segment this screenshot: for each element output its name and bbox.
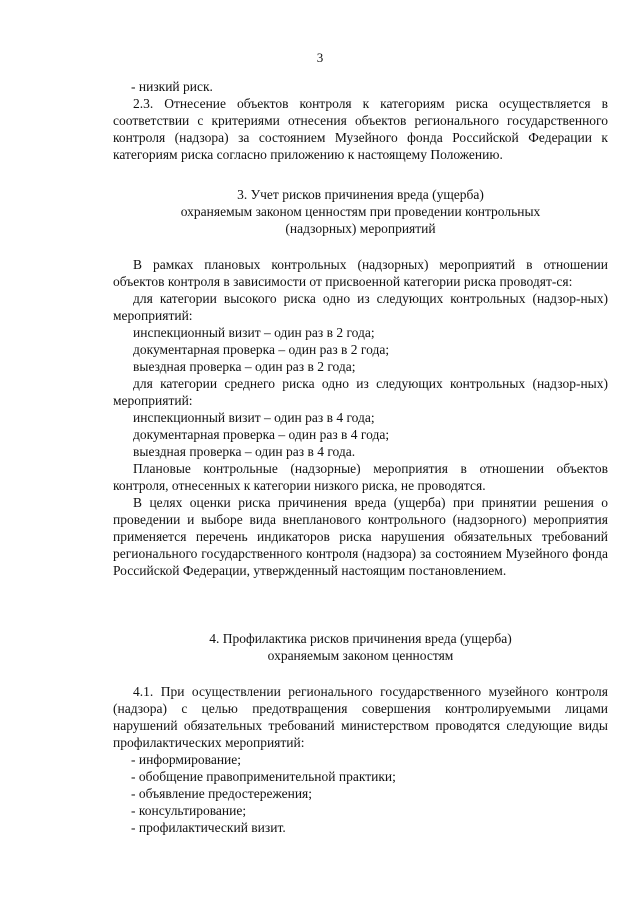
section-4-heading	[113, 630, 608, 664]
section-4-body	[113, 683, 608, 836]
high-risk-item: документарная проверка – один раз в 2 года;	[133, 342, 390, 357]
risk-evaluation-paragraph: В целях оценки риска причинения вреда (ущерба) при принятии решения о проведении и выборе вида внепланового контрольного (надзорного) мероприятия применяется перечень индикаторов риска нарушения обязательных требований регионального государственного контроля (надзора) за состоянием Музейного фонда Российской Федерации, утвержденный настоящим постановлением.	[113, 495, 608, 578]
paragraph-2-3: 2.3. Отнесение объектов контроля к категориям риска осуществляется в соответствии с критериями отнесения объектов регионального государственного контроля (надзора) за состоянием Музейного фонда Российской Федерации к категориям риска согласно приложению к настоящему Положению.	[113, 96, 608, 162]
prevention-measure-item: - профилактический визит.	[131, 820, 286, 835]
medium-risk-item: инспекционный визит – один раз в 4 года;	[133, 410, 375, 425]
prevention-measure-item: - обобщение правоприменительной практики;	[131, 769, 396, 784]
intro-block	[113, 78, 608, 163]
high-risk-item: выездная проверка – один раз в 2 года;	[133, 359, 356, 374]
section-3-title-line-1: 3. Учет рисков причинения вреда (ущерба)	[237, 187, 484, 202]
prevention-measure-item: - информирование;	[131, 752, 242, 767]
section-3-heading	[113, 186, 608, 237]
medium-risk-item: документарная проверка – один раз в 4 года;	[133, 427, 390, 442]
paragraph-4-1: 4.1. При осуществлении регионального государственного музейного контроля (надзора) с целью предотвращения совершения контролируемыми лицами нарушений обязательных требований министерством проводятся следующие виды профилактических мероприятий:	[113, 684, 608, 750]
section-3-body	[113, 256, 608, 579]
section-3-title-line-3: (надзорных) мероприятий	[285, 221, 436, 236]
section-3-paragraph-1: В рамках плановых контрольных (надзорных) мероприятий в отношении объектов контроля в зависимости от присвоенной категории риска проводят-ся:	[113, 257, 608, 289]
section-4-title-line-1: 4. Профилактика рисков причинения вреда (ущерба)	[209, 631, 512, 646]
section-3-title-line-2: охраняемым законом ценностям при проведении контрольных	[180, 204, 541, 219]
prevention-measure-item: - консультирование;	[131, 803, 247, 818]
high-risk-list	[113, 324, 608, 375]
medium-risk-intro: для категории среднего риска одно из следующих контрольных (надзор-ных) мероприятий:	[113, 376, 608, 408]
intro-line-low-risk: - низкий риск.	[131, 79, 213, 94]
prevention-measure-item: - объявление предостережения;	[131, 786, 313, 801]
page-number: 3	[316, 50, 324, 65]
medium-risk-item: выездная проверка – один раз в 4 года.	[133, 444, 356, 459]
prevention-measures-list	[113, 751, 608, 836]
high-risk-intro: для категории высокого риска одно из следующих контрольных (надзор-ных) мероприятий:	[113, 291, 608, 323]
section-4-title-line-2: охраняемым законом ценностям	[267, 648, 454, 663]
medium-risk-list	[113, 409, 608, 460]
high-risk-item: инспекционный визит – один раз в 2 года;	[133, 325, 375, 340]
low-risk-paragraph: Плановые контрольные (надзорные) мероприятия в отношении объектов контроля, отнесенных к категории низкого риска, не проводятся.	[113, 461, 608, 493]
